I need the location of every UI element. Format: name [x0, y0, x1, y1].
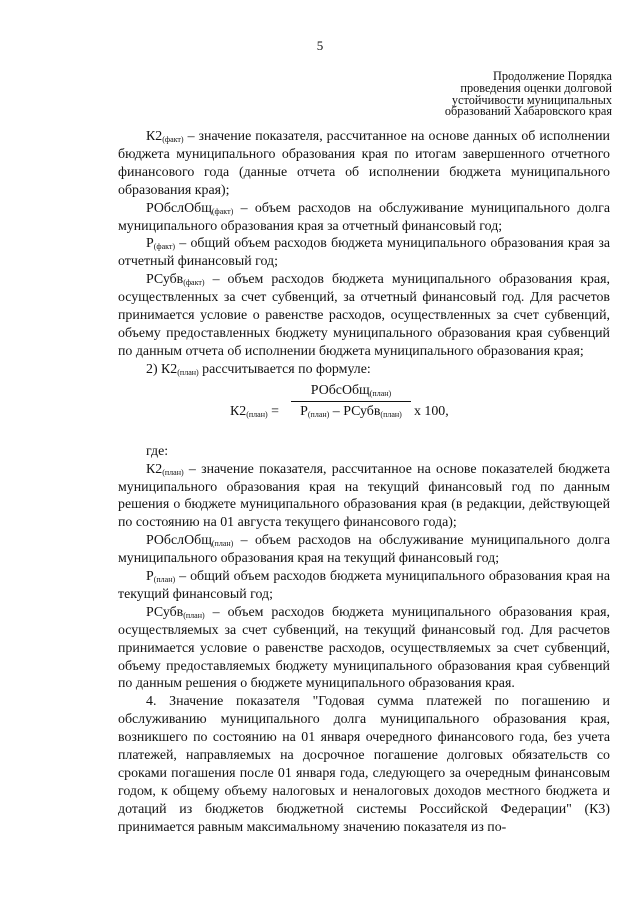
formula-lhs: $К2_{(план)}$ =: [230, 403, 279, 419]
formula-intro: 2) $К2_{(план)}$ рассчитывается по формуле:: [146, 361, 371, 377]
formula-denominator: $Р_{(план)}$ – РСубв$_{(план)}$: [300, 403, 402, 419]
continuation-header: [390, 71, 612, 118]
formula-numerator: РОбсОбщ$_{(план)}$: [291, 382, 411, 402]
page-number: 5: [316, 38, 324, 53]
definition-k2-plan: $К2_{(план)}$ – значение показателя, рассчитанное на основе показателей бюджета муниципального образования края на текущий финансовый год по данным решения о бюджете муниципального образования края (в редакции, действующей по состоянию на 01 августа текущего финансового года);: [118, 461, 610, 531]
definition-r-fact: $Р_{(факт)}$ – общий объем расходов бюджета муниципального образования края за отчетный финансовый год;: [118, 236, 610, 270]
formula-fraction: [291, 382, 411, 421]
document-body: [118, 128, 610, 837]
formula-k2-plan: [118, 379, 610, 443]
definition-r-plan: $Р_{(план)}$ – общий объем расходов бюджета муниципального образования края на текущий финансовый год;: [118, 569, 610, 602]
header-line: проведения оценки долговой: [460, 80, 612, 95]
formula-multiplier: x 100,: [414, 403, 449, 419]
section-4-paragraph: 4. Значение показателя "Годовая сумма платежей по погашению и обслуживанию муниципального долга муниципального образования края, возникшего по состоянию на 01 января очередного финансового года, без учета платежей, направляемых на досрочное погашение долговых обязательств со сроками погашения после 01 января года, следующего за очередным финансовым годом, к общему объему налоговых и неналоговых доходов местного бюджета и дотаций из бюджетов бюджетной системы Российской Федерации" (К3) принимается равным максимальному значению показателя из по-: [118, 694, 610, 835]
header-line: Продолжение Порядка: [492, 69, 612, 83]
definition-k2-fact: $К2_{(факт)}$ – значение показателя, рассчитанное на основе данных об исполнении бюджета муниципального образования края по итогам завершенного отчетного финансового года (данные отчета об исполнении бюджета муниципального образования края);: [118, 129, 610, 198]
header-line: образований Хабаровского края: [444, 104, 612, 119]
definition-rsubv-fact: РСубв$_{(факт)}$ – объем расходов бюджета муниципального образования края, осуществленных за счет субвенций, за отчетный финансовый год. Для расчетов принимается условие о равенстве расходов, осуществленных за счет субвенций, объему предоставленных бюджету муниципального образования края субвенций по данным отчета об исполнении бюджета муниципального образования края;: [118, 272, 610, 359]
header-line: устойчивости муниципальных: [451, 92, 612, 107]
definition-robslobshch-plan: РОбслОбщ$_{(план)}$ – объем расходов на обслуживание муниципального долга муниципального образования края на текущий финансовый год;: [118, 533, 610, 567]
where-label: где:: [146, 443, 169, 459]
definition-robslobshch-fact: РОбслОбщ$_{(факт)}$ – объем расходов на обслуживание муниципального долга муниципального образования края за отчетный финансовый год;: [118, 200, 610, 234]
definition-rsubv-plan: РСубв$_{(план)}$ – объем расходов бюджета муниципального образования края, осуществляемых за счет субвенций, на текущий финансовый год. Для расчетов принимается условие о равенстве расходов, осуществляемых за счет субвенций, объему предоставляемых бюджету муниципального образования края субвенций по данным решения о бюджете муниципального образования края.: [118, 604, 610, 692]
